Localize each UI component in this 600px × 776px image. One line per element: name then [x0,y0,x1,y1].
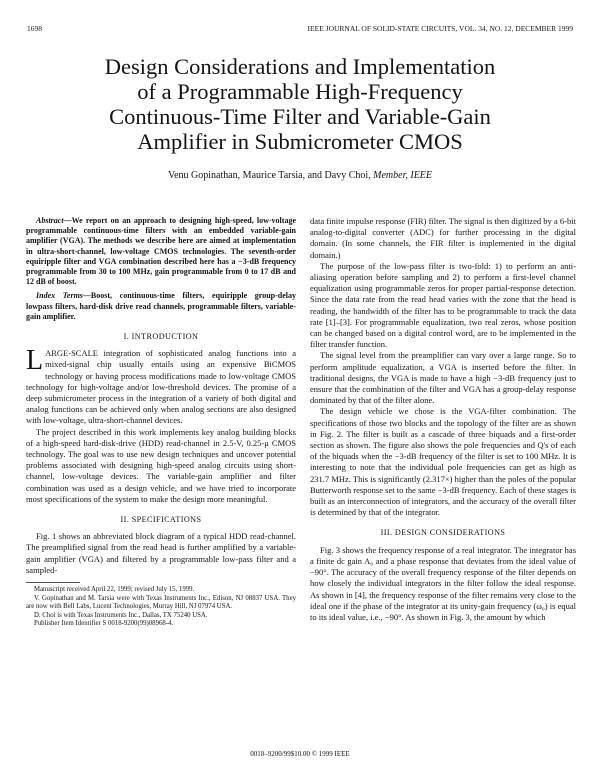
title-line: of a Programmable High-Frequency [137,79,463,104]
page-number: 1698 [27,24,42,33]
section-heading-design: III. DESIGN CONSIDERATIONS [380,528,506,538]
footnote-affiliation: V. Gopinathan and M. Tarsia were with Texas Instruments Inc., Edison, NJ 08837 USA. They are now with Bell Labs, Lucent Technologies, Murray Hill, NJ 07974 USA. [26,594,296,611]
author-names: Venu Gopinathan, Maurice Tarsia, and Davy Choi, [167,170,371,181]
body-paragraph: The purpose of the low-pass filter is two-fold: 1) to perform an anti-aliasing operation before sampling and 2) to perform a first-level channel equalization using programmable zeros for proper partial-response detection. Since the data rate from the read head varies with the zone that the head is reading, the bandwidth of the filter has to be programmable to track the data rate [1]–[3]. For programmable equalization, two real zeros, whose position can be changed based on a digital control word, are to be implemented in the filter transfer function. [310,260,576,350]
body-paragraph: data finite impulse response (FIR) filter. The signal is then digitized by a 6-bit analog-to-digital converter (ADC) for further processing in the digital domain. (In some channels, the FIR filter is implemented in the digital domain.) [310,216,576,260]
footnote-affiliation-2: D. Choi is with Texas Instruments Inc., Dallas, TX 75240 USA. [34,611,208,619]
title-line: Design Considerations and Implementation [104,54,496,79]
journal-name: IEEE JOURNAL OF SOLID-STATE CIRCUITS, VOL. 34, NO. 12, DECEMBER 1999 [307,24,573,33]
abstract-text: We report on an approach to designing high-speed, low-voltage programmable continuous-time filters with an embedded variable-gain amplifier (VGA). The methods we describe here are aimed at implementation in ultra-short-channel, low-voltage CMOS technologies. The seventh-order equiripple filter and VGA combination described here has a −3-dB frequency programmable from 30 to 100 MHz, gain programmable from 0 to 17 dB and 12 dB of boost. [26,216,296,287]
intro-paragraph-text: ARGE-SCALE integration of sophisticated analog functions into a mixed-signal chip usually entails using an expensive BiCMOS technology or having process modifications made to low-voltage CMOS technology for high-voltage and/or low-threshold devices. The promise of a deep submicrometer process in the integration of a variety of both digital and analog functions can be achieved only when analog sections are also designed with low-voltage, ultra-short-channel devices. [26,348,296,426]
body-paragraph: The design vehicle we chose is the VGA-filter combination. The specifications of those two blocks and the topology of the filter are as shown in Fig. 2. The filter is built as a cascade of three biquads and a first-order section as shown. The figure also shows the pole frequencies and Q's of each of the biquads when the −3-dB frequency of the filter is set to 100 MHz. It is interesting to note that the individual pole frequencies can get as high as 231.7 MHz. This is significantly (2.317×) higher than the poles of the popular Butterworth response set to the same −3-dB frequency. Each of these stages is built as an interconnection of integrators, and the accuracy of the overall filter is determined by that of the integrator. [310,406,576,518]
index-terms-text: Boost, continuous-time filters, equiripple group-delay lowpass filters, hard-disk drive read channels, programmable filters, variable-gain amplifier. [26,291,296,321]
right-column [310,216,576,623]
section-heading-specifications: II. SPECIFICATIONS [120,515,202,525]
index-terms-label: Index Terms— [36,291,91,301]
abstract-label: Abstract— [36,216,72,225]
intro-paragraph [26,345,296,426]
footnote-identifier: Publisher Item Identifier S 0018-9200(99)08968-4. [34,620,174,628]
running-header [27,24,573,33]
intro-paragraph-2: The project described in this work implements key analog building blocks of a high-speed hard-disk-drive (HDD) read-channel in 2.5-V, 0.25-μ CMOS technology. The goal was to use new design techniques and uncover potential problems associated with designing high-speed analog circuits using short-channel, low-voltage devices. The variable-gain amplifier and filter combination was used as a design vehicle, and we have tried to incorporate most specifications of the system to make the design more meaningful. [26,426,296,504]
author-line [40,170,560,181]
left-column [26,216,296,629]
body-paragraph: Fig. 3 shows the frequency response of a real integrator. The integrator has a finite dc gain A₀ and a phase response that deviates from the ideal value of −90°. The accuracy of the overall frequency response of the filter depends on how closely the individual integrators in the filter follow the ideal response. As shown in [4], the frequency response of the filter remains very close to the ideal one if the phase of the integrator at its unity-gain frequency (ω₀) is equal to its ideal value, i.e., −90°. As shown in Fig. 3, the amount by which [310,544,576,622]
author-membership: Member, IEEE [373,170,433,181]
footnote-rule [26,582,80,583]
abstract [26,216,296,287]
section-heading-introduction: I. INTRODUCTION [123,332,199,342]
spec-paragraph: Fig. 1 shows an abbreviated block diagram of a typical HDD read-channel. The preamplified signal from the read head is further amplified by a variable-gain amplifier (VGA) and filtered by a programmable low-pass filter and a sampled- [26,531,296,575]
title-line: Continuous-Time Filter and Variable-Gain [109,104,491,129]
body-paragraph: The signal level from the preamplifier can vary over a large range. So to perform amplitude equalization, a VGA is inserted before the filter. In traditional designs, the VGA is made to have a high −3-dB frequency just to ensure that the combination of the filter and VGA has a group-delay response dominated by that of the filter alone. [310,350,576,406]
index-terms [26,291,296,322]
drop-cap: L [26,345,44,377]
paper-title [40,54,560,154]
copyright-line: 0018–9200/99$10.00 © 1999 IEEE [250,750,350,758]
title-line: Amplifier in Submicrometer CMOS [137,129,463,154]
footnote-received: Manuscript received April 22, 1999; revised July 15, 1999. [34,586,195,594]
